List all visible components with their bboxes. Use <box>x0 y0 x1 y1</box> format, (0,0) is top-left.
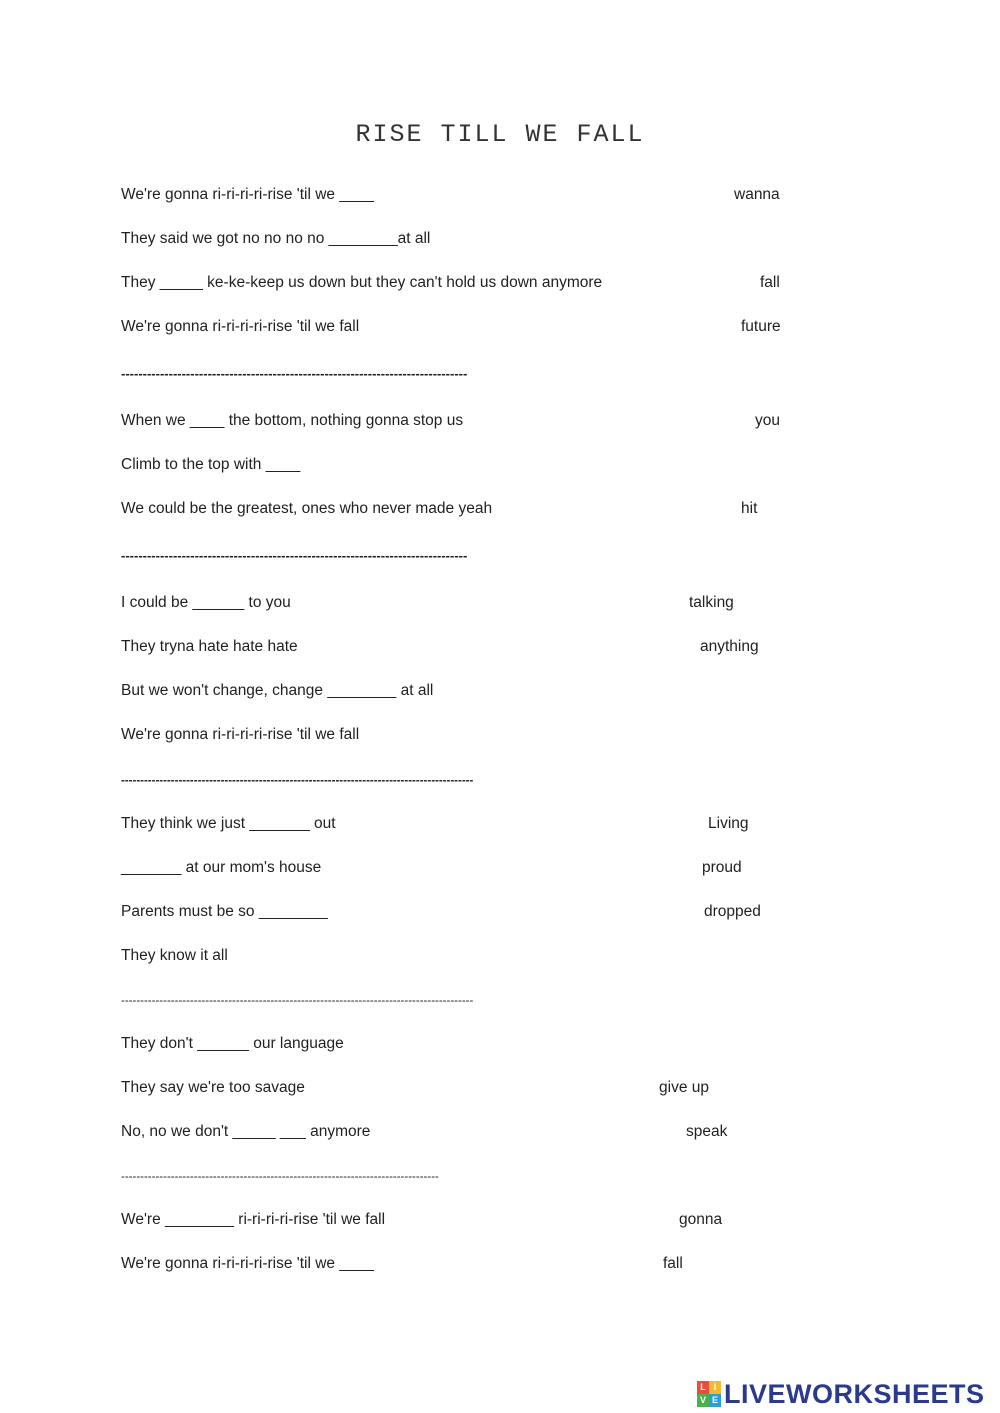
word-bank-item[interactable]: fall <box>663 1255 683 1272</box>
lyric-line: They said we got no no no no ________at all <box>121 230 431 247</box>
lyric-line: They think we just _______ out <box>121 815 336 832</box>
lyric-line: Climb to the top with ____ <box>121 456 301 473</box>
logo-letter: L <box>697 1381 709 1394</box>
lyric-line: Parents must be so ________ <box>121 903 328 920</box>
lyric-line: _______ at our mom's house <box>121 859 322 876</box>
worksheet-title: RISE TILL WE FALL <box>355 120 645 149</box>
lyric-line: They tryna hate hate hate <box>121 638 298 655</box>
word-bank-item[interactable]: anything <box>700 638 759 655</box>
lyric-line: We're gonna ri-ri-ri-ri-rise 'til we fall <box>121 726 360 743</box>
word-bank-item[interactable]: talking <box>689 594 734 611</box>
word-bank-item[interactable]: Living <box>708 815 749 832</box>
word-bank-item[interactable]: dropped <box>704 903 761 920</box>
lyric-line: They _____ ke-ke-keep us down but they can't hold us down anymore <box>121 274 603 291</box>
lyric-line: We're gonna ri-ri-ri-ri-rise 'til we ____ <box>121 1255 374 1272</box>
section-divider: -------------------------------------------------------------------------------- <box>121 548 468 563</box>
logo-mark-icon <box>697 1381 721 1407</box>
word-bank-item[interactable]: wanna <box>734 186 780 203</box>
lyric-line: When we ____ the bottom, nothing gonna stop us <box>121 412 464 429</box>
lyric-line: We're gonna ri-ri-ri-ri-rise 'til we fall <box>121 318 360 335</box>
word-bank-item[interactable]: you <box>755 412 780 429</box>
lyric-line: We're gonna ri-ri-ri-ri-rise 'til we ____ <box>121 186 374 203</box>
logo-text: LIVEWORKSHEETS <box>724 1378 985 1409</box>
logo-letter: I <box>709 1381 721 1394</box>
liveworksheets-logo <box>697 1378 985 1410</box>
word-bank-item[interactable]: fall <box>760 274 780 291</box>
word-bank-item[interactable]: gonna <box>679 1211 723 1228</box>
lyric-line: We're ________ ri-ri-ri-ri-rise 'til we fall <box>121 1211 386 1228</box>
logo-letter: V <box>697 1394 709 1407</box>
lyric-line: They don't ______ our language <box>121 1035 344 1052</box>
word-bank-item[interactable]: proud <box>702 859 742 876</box>
lyric-line: But we won't change, change ________ at all <box>121 682 434 699</box>
lyric-line: They know it all <box>121 947 228 964</box>
lyric-line: We could be the greatest, ones who never made yeah <box>121 500 493 517</box>
word-bank-item[interactable]: hit <box>741 500 758 517</box>
section-divider: -------------------------------------------------------------------------------- <box>121 366 468 381</box>
word-bank-item[interactable]: give up <box>659 1079 709 1096</box>
lyric-line: They say we're too savage <box>121 1079 305 1096</box>
section-divider: ----------------------------------------------------------------------------------- <box>121 1171 439 1183</box>
word-bank-item[interactable]: speak <box>686 1123 728 1140</box>
section-divider: -------------------------------------------------------------------------------------------- <box>121 995 474 1007</box>
word-bank-item[interactable]: future <box>741 318 781 335</box>
section-divider: -------------------------------------------------------------------------------------------- <box>121 775 474 787</box>
lyric-line: No, no we don't _____ ___ anymore <box>121 1123 371 1140</box>
lyric-line: I could be ______ to you <box>121 594 291 611</box>
logo-letter: E <box>709 1394 721 1407</box>
